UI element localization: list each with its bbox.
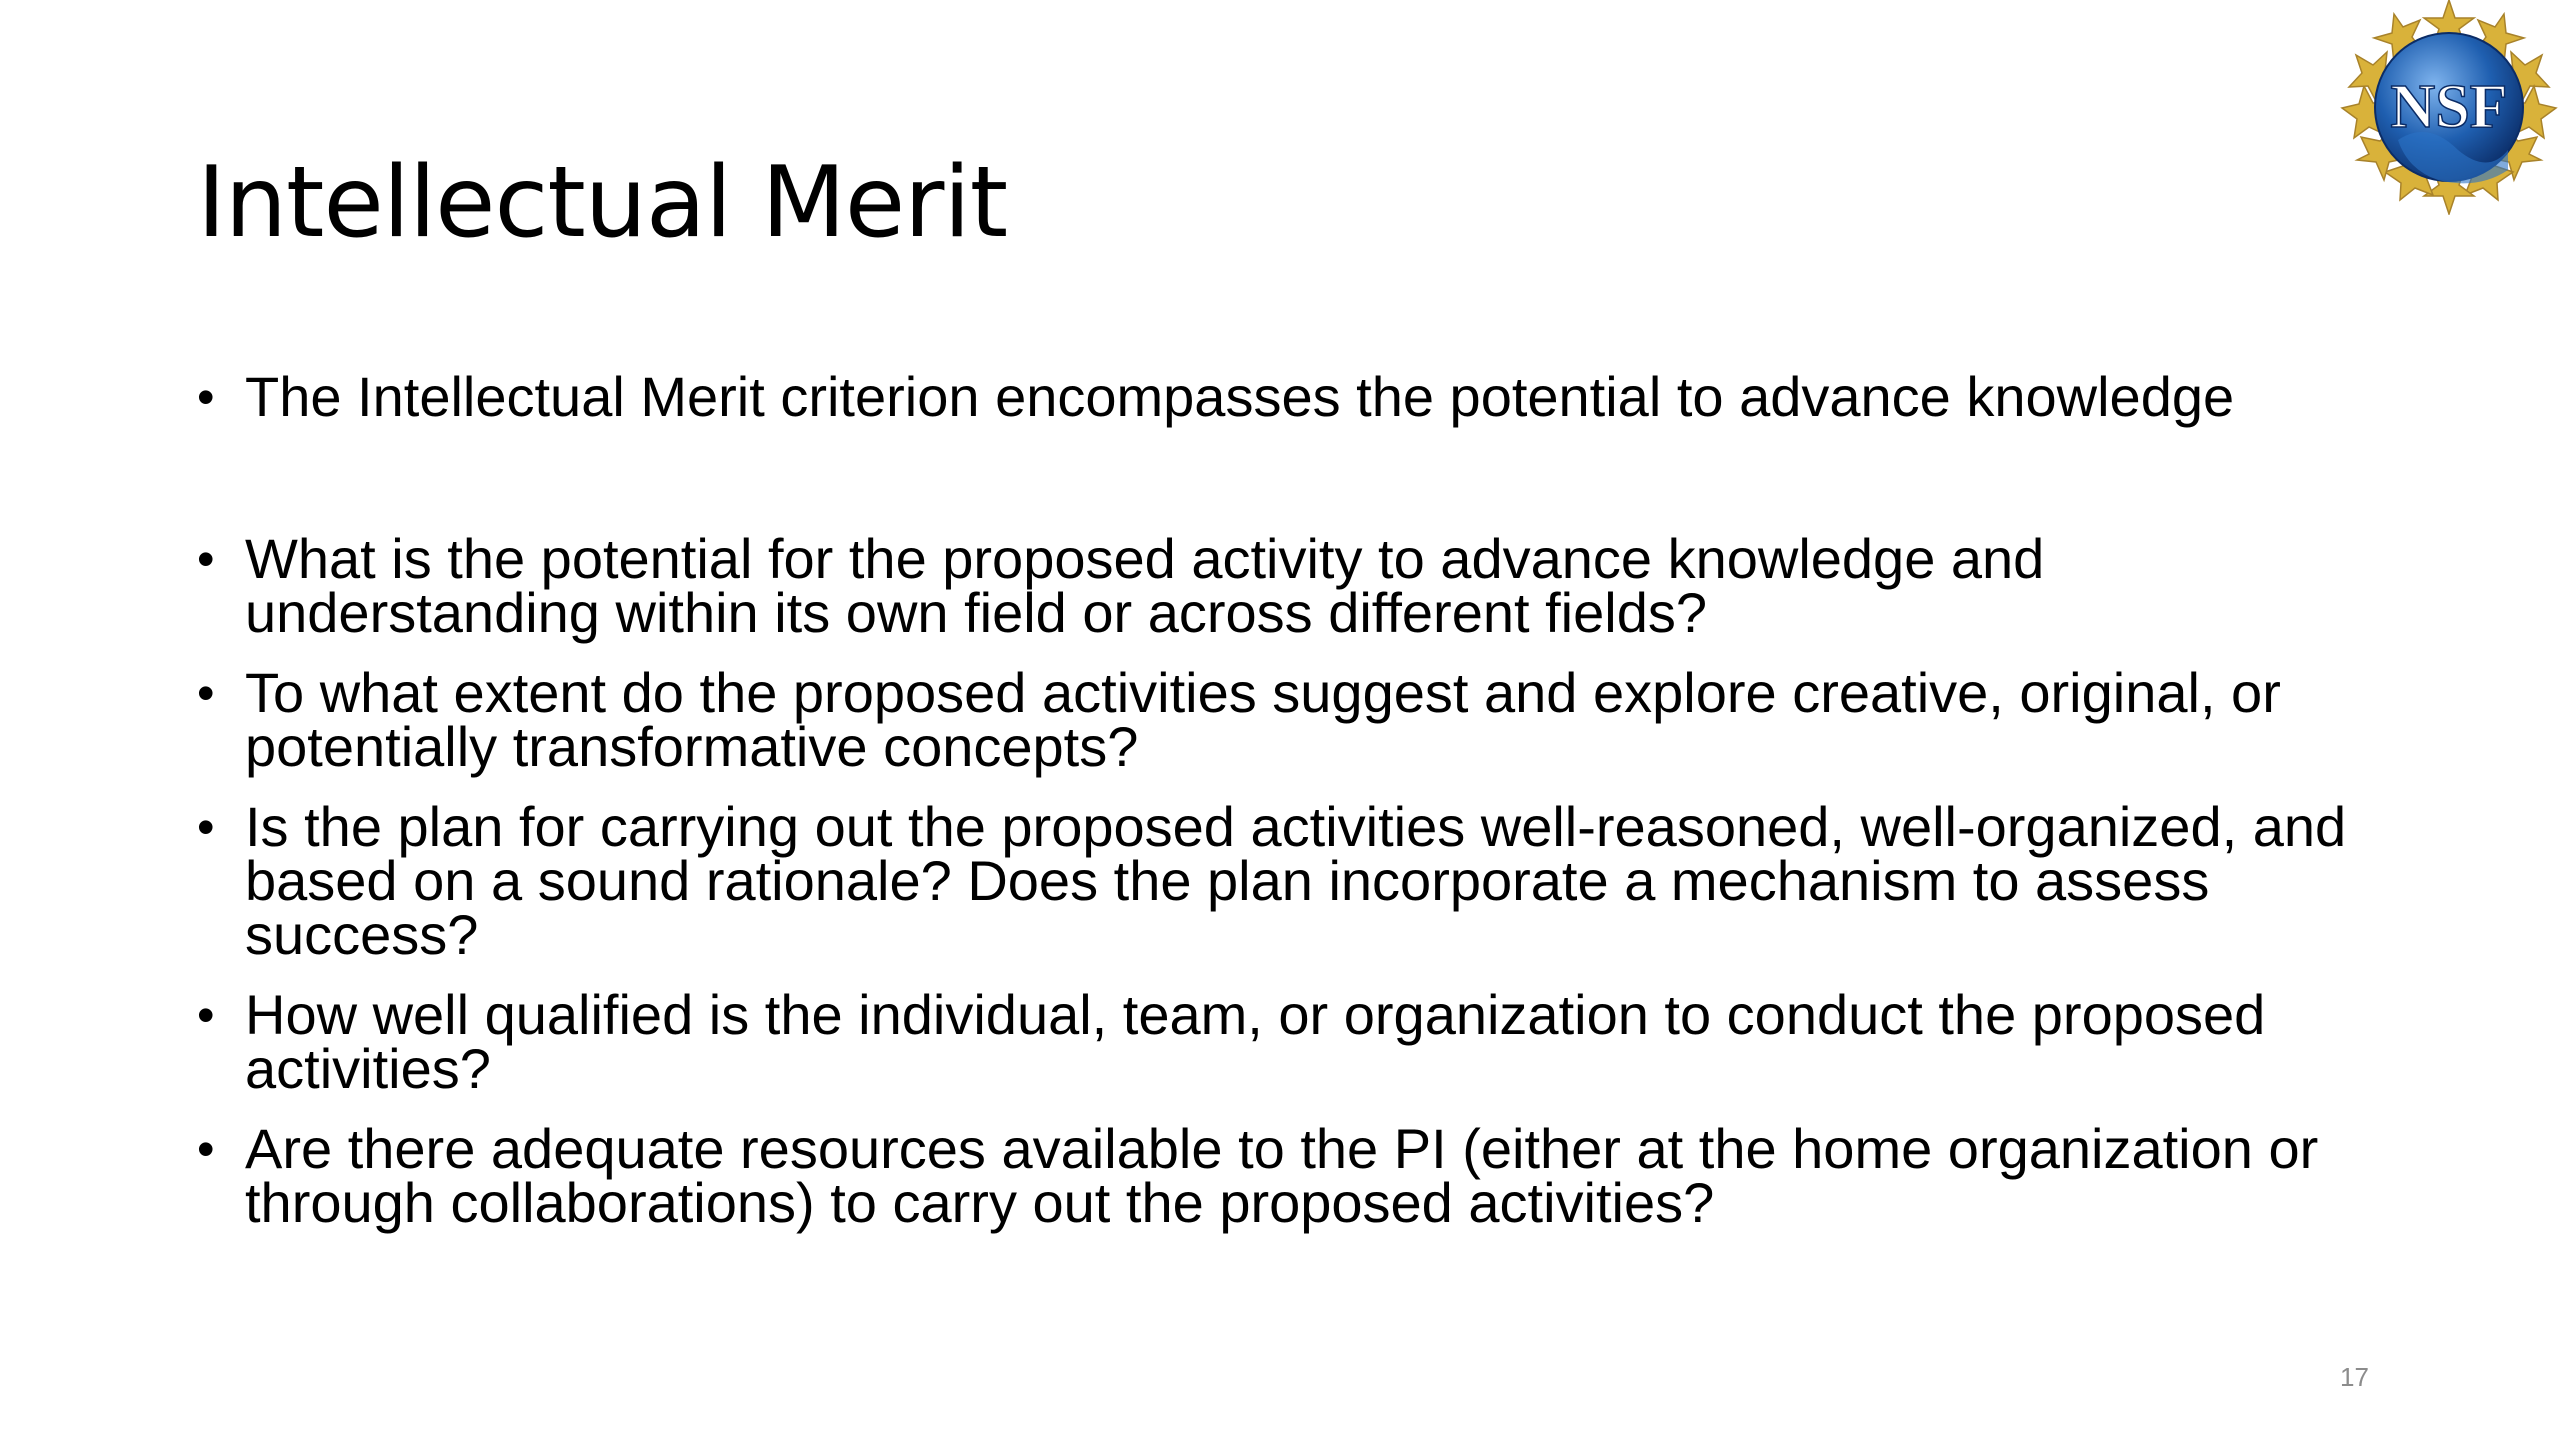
bullet-list	[197, 365, 2397, 1256]
bullet-item	[197, 661, 2397, 778]
bullet-dot: •	[197, 987, 215, 1043]
bullet-item	[197, 365, 2397, 428]
bullet-item	[197, 983, 2397, 1100]
slide-title: Intellectual Merit	[197, 146, 1008, 260]
logo-text: NSF	[2390, 73, 2508, 141]
bullet-dot: •	[197, 531, 215, 587]
bullet-item	[197, 1117, 2397, 1234]
bullet-dot: •	[197, 665, 215, 721]
bullet-dot: •	[197, 1121, 215, 1177]
nsf-logo	[2338, 0, 2560, 215]
bullet-text: How well qualified is the individual, team, or organization to conduct the proposed activities?	[245, 983, 2266, 1100]
bullet-item	[197, 527, 2397, 644]
bullet-text: The Intellectual Merit criterion encompasses the potential to advance knowledge	[245, 365, 2235, 428]
bullet-dot: •	[197, 799, 215, 855]
bullet-item	[197, 795, 2397, 966]
bullet-text: What is the potential for the proposed activity to advance knowledge and understanding within its own field or across different fields?	[245, 527, 2045, 644]
bullet-text: Is the plan for carrying out the proposed activities well-reasoned, well-organized, and based on a sound rationale? Does the plan incorporate a mechanism to assess success?	[245, 795, 2347, 966]
bullet-text: Are there adequate resources available to the PI (either at the home organization or through collaborations) to carry out the proposed activities?	[245, 1117, 2319, 1234]
bullet-dot: •	[197, 369, 215, 425]
bullet-text: To what extent do the proposed activities suggest and explore creative, original, or potentially transformative concepts?	[245, 661, 2281, 778]
page-number: 17	[2340, 1362, 2369, 1392]
